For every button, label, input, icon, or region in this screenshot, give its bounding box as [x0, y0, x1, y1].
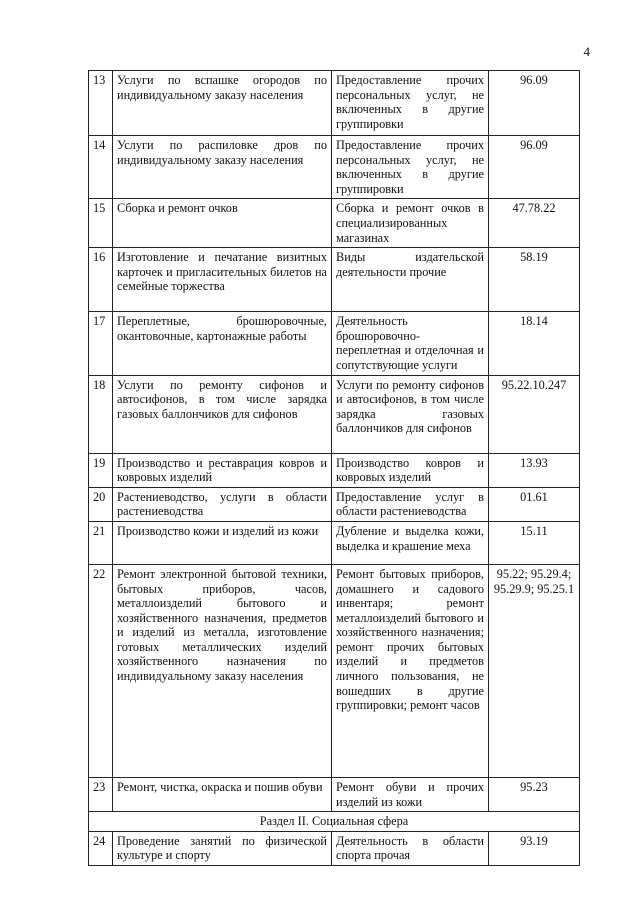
- section-title: Раздел II. Социальная сфера: [89, 812, 580, 832]
- activity-description: Предоставление прочих персональных услуг, не включенных в другие группировки: [332, 136, 489, 199]
- row-number: 21: [89, 521, 113, 564]
- section-header-row: [89, 812, 580, 832]
- activity-description: Услуги по ремонту сифонов и автосифонов, в том числе зарядка газовых баллончиков для сифонов: [332, 375, 489, 453]
- activity-description: Виды издательской деятельности прочие: [332, 248, 489, 312]
- activity-code: 15.11: [489, 521, 580, 564]
- row-number: 19: [89, 453, 113, 487]
- activity-code: 18.14: [489, 312, 580, 375]
- activity-description: Производство ковров и ковровых изделий: [332, 453, 489, 487]
- table-row: [89, 312, 580, 375]
- service-name: Услуги по ремонту сифонов и автосифонов, в том числе зарядка газовых баллончиков для сифонов: [113, 375, 332, 453]
- row-number: 18: [89, 375, 113, 453]
- activity-code: 01.61: [489, 487, 580, 521]
- service-name: Сборка и ремонт очков: [113, 199, 332, 248]
- activity-code: 47.78.22: [489, 199, 580, 248]
- activity-description: Предоставление услуг в области растениеводства: [332, 487, 489, 521]
- table-row: [89, 136, 580, 199]
- row-number: 17: [89, 312, 113, 375]
- table-row: [89, 831, 580, 865]
- activity-description: Дубление и выделка кожи, выделка и крашение меха: [332, 521, 489, 564]
- activity-code: 13.93: [489, 453, 580, 487]
- service-name: Производство кожи и изделий из кожи: [113, 521, 332, 564]
- activity-code: 96.09: [489, 71, 580, 136]
- service-name: Проведение занятий по физической культуре и спорту: [113, 831, 332, 865]
- row-number: 16: [89, 248, 113, 312]
- table-row: [89, 487, 580, 521]
- activity-description: Деятельность брошюровочно-переплетная и отделочная и сопутствующие услуги: [332, 312, 489, 375]
- service-name: Услуги по вспашке огородов по индивидуальному заказу населения: [113, 71, 332, 136]
- table-row: [89, 564, 580, 777]
- service-name: Ремонт электронной бытовой техники, бытовых приборов, часов, металлоизделий бытового и хозяйственного назначения, предметов и изделий из металла, изготовление готовых металлических изделий хозяйственного назначения по индивидуальному заказу населения: [113, 564, 332, 777]
- activity-description: Ремонт обуви и прочих изделий из кожи: [332, 777, 489, 811]
- row-number: 20: [89, 487, 113, 521]
- activity-description: Деятельность в области спорта прочая: [332, 831, 489, 865]
- activity-description: Предоставление прочих персональных услуг, не включенных в другие группировки: [332, 71, 489, 136]
- table-row: [89, 777, 580, 811]
- activity-code: 95.22.10.247: [489, 375, 580, 453]
- row-number: 13: [89, 71, 113, 136]
- row-number: 24: [89, 831, 113, 865]
- activity-code: 95.23: [489, 777, 580, 811]
- activity-description: Ремонт бытовых приборов, домашнего и садового инвентаря; ремонт металлоизделий бытового и хозяйственного назначения; ремонт прочих бытовых изделий и предметов личного пользования, не вошедших в другие группировки; ремонт часов: [332, 564, 489, 777]
- table-row: [89, 71, 580, 136]
- table-row: [89, 375, 580, 453]
- activity-code: 58.19: [489, 248, 580, 312]
- service-name: Услуги по распиловке дров по индивидуальному заказу населения: [113, 136, 332, 199]
- row-number: 23: [89, 777, 113, 811]
- activity-code: 93.19: [489, 831, 580, 865]
- row-number: 22: [89, 564, 113, 777]
- table-row: [89, 521, 580, 564]
- table-row: [89, 199, 580, 248]
- row-number: 14: [89, 136, 113, 199]
- service-name: Ремонт, чистка, окраска и пошив обуви: [113, 777, 332, 811]
- service-name: Производство и реставрация ковров и ковровых изделий: [113, 453, 332, 487]
- service-name: Переплетные, брошюровочные, окантовочные, картонажные работы: [113, 312, 332, 375]
- activity-code: 95.22; 95.29.4; 95.29.9; 95.25.1: [489, 564, 580, 777]
- page-number: 4: [583, 44, 590, 59]
- row-number: 15: [89, 199, 113, 248]
- service-name: Растениеводство, услуги в области растениеводства: [113, 487, 332, 521]
- activity-code: 96.09: [489, 136, 580, 199]
- activity-description: Сборка и ремонт очков в специализированных магазинах: [332, 199, 489, 248]
- table-row: [89, 453, 580, 487]
- service-name: Изготовление и печатание визитных карточек и пригласительных билетов на семейные торжества: [113, 248, 332, 312]
- table-row: [89, 248, 580, 312]
- services-table: [88, 70, 580, 866]
